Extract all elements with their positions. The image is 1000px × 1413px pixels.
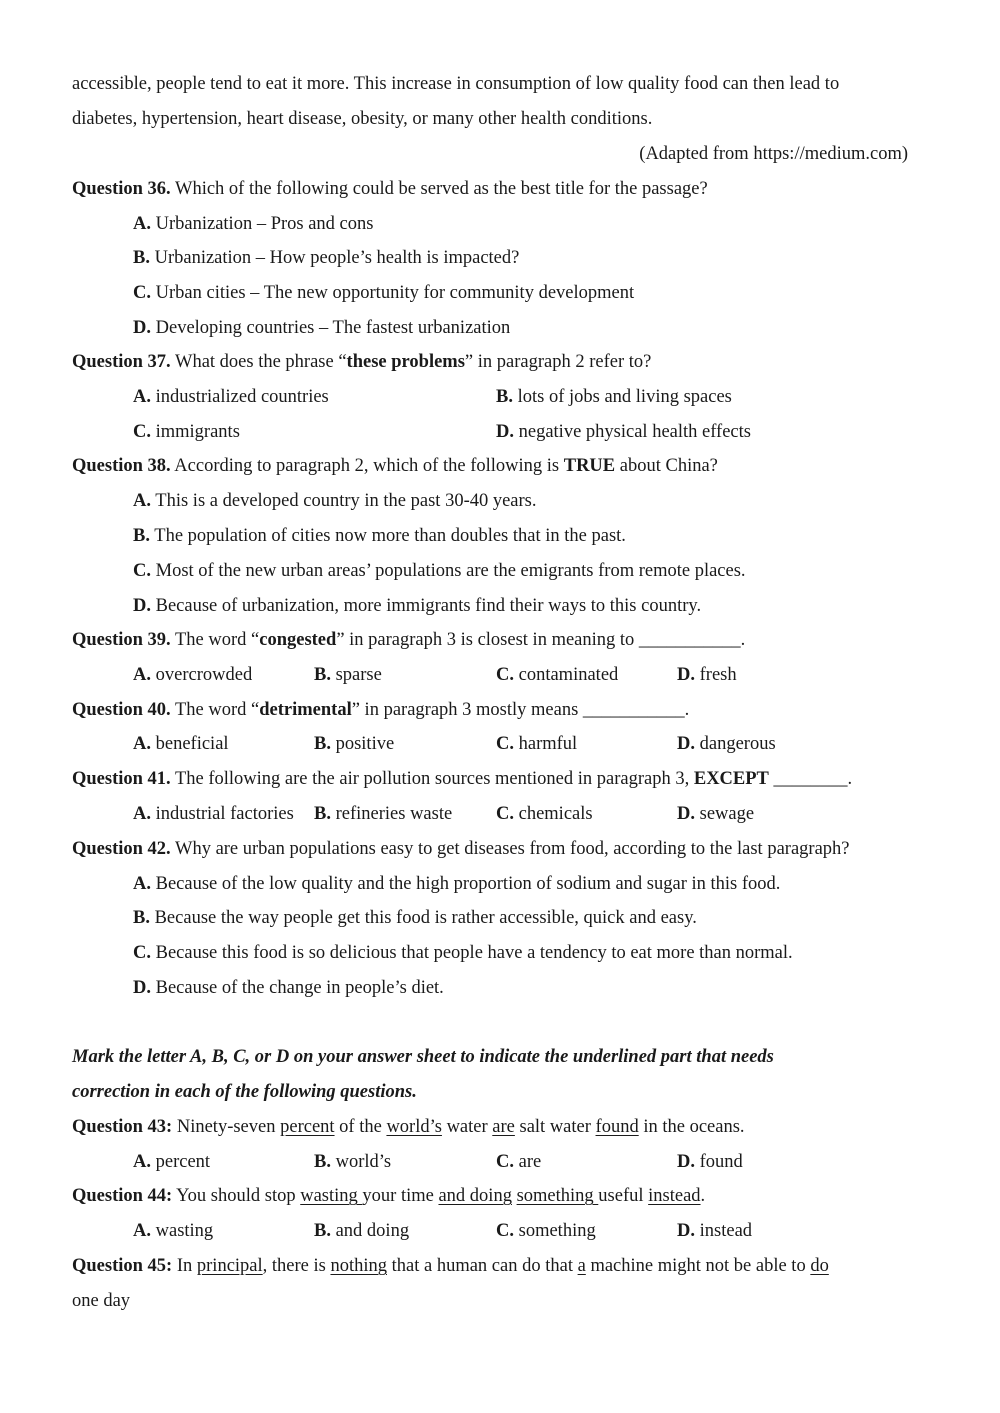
underlined-part: percent	[280, 1117, 335, 1137]
underlined-part: something	[516, 1186, 599, 1206]
underlined-part: instead	[648, 1186, 701, 1206]
q41-option-b[interactable]: B. refineries waste	[314, 804, 453, 824]
q43-option-a[interactable]: A. percent	[133, 1152, 211, 1172]
q37-option-a[interactable]: A. industrialized countries	[133, 387, 329, 407]
q43-option-b[interactable]: B. world’s	[314, 1152, 392, 1172]
q42-option-a[interactable]: A. Because of the low quality and the high proportion of sodium and sugar in this food.	[133, 874, 781, 894]
passage-source: (Adapted from https://medium.com)	[639, 144, 908, 164]
q38-option-c[interactable]: C. Most of the new urban areas’ populations are the emigrants from remote places.	[133, 561, 746, 581]
q37-option-d[interactable]: D. negative physical health effects	[496, 422, 751, 442]
q36-option-a[interactable]: A. Urbanization – Pros and cons	[133, 214, 374, 234]
q39-option-c[interactable]: C. contaminated	[496, 665, 619, 685]
q42-option-b[interactable]: B. Because the way people get this food is rather accessible, quick and easy.	[133, 908, 697, 928]
question-42-stem: Question 42. Why are urban populations easy to get diseases from food, according to the last paragraph?	[72, 839, 850, 859]
question-38-stem: Question 38. According to paragraph 2, which of the following is TRUE about China?	[72, 456, 718, 476]
underlined-part: principal	[196, 1256, 263, 1276]
underlined-part: world’s	[386, 1117, 442, 1137]
question-36-stem: Question 36. Which of the following could be served as the best title for the passage?	[72, 179, 708, 199]
underlined-part: and doing	[438, 1186, 512, 1206]
q41-option-d[interactable]: D. sewage	[677, 804, 755, 824]
q42-option-d[interactable]: D. Because of the change in people’s diet.	[133, 978, 444, 998]
q38-option-b[interactable]: B. The population of cities now more than doubles that in the past.	[133, 526, 626, 546]
q41-option-a[interactable]: A. industrial factories	[133, 804, 294, 824]
q44-option-b[interactable]: B. and doing	[314, 1221, 410, 1241]
instruction-line-1: Mark the letter A, B, C, or D on your answer sheet to indicate the underlined part that needs	[72, 1047, 774, 1067]
q36-option-b[interactable]: B. Urbanization – How people’s health is impacted?	[133, 248, 520, 268]
question-44-stem: Question 44: You should stop wasting your time and doing something useful instead.	[72, 1186, 706, 1206]
q36-option-c[interactable]: C. Urban cities – The new opportunity for community development	[133, 283, 635, 303]
instruction-line-2: correction in each of the following questions.	[72, 1082, 417, 1102]
q39-option-d[interactable]: D. fresh	[677, 665, 737, 685]
question-39-stem: Question 39. The word “congested” in paragraph 3 is closest in meaning to ___________.	[72, 630, 746, 650]
q39-option-a[interactable]: A. overcrowded	[133, 665, 253, 685]
q43-option-d[interactable]: D. found	[677, 1152, 743, 1172]
question-45-stem-cont: one day	[72, 1291, 131, 1311]
q40-option-c[interactable]: C. harmful	[496, 734, 578, 754]
passage-line-1: accessible, people tend to eat it more. This increase in consumption of low quality food can then lead to	[72, 74, 840, 94]
question-40-stem: Question 40. The word “detrimental” in paragraph 3 mostly means ___________.	[72, 700, 690, 720]
q36-option-d[interactable]: D. Developing countries – The fastest urbanization	[133, 318, 511, 338]
underlined-part: nothing	[330, 1256, 387, 1276]
q40-option-d[interactable]: D. dangerous	[677, 734, 776, 754]
q44-option-c[interactable]: C. something	[496, 1221, 596, 1241]
q44-option-d[interactable]: D. instead	[677, 1221, 753, 1241]
q40-option-a[interactable]: A. beneficial	[133, 734, 229, 754]
question-43-stem: Question 43: Ninety-seven percent of the world’s water are salt water found in the oceans.	[72, 1117, 745, 1137]
q38-option-a[interactable]: A. This is a developed country in the past 30-40 years.	[133, 491, 537, 511]
underlined-part: found	[595, 1117, 639, 1137]
passage-line-2: diabetes, hypertension, heart disease, obesity, or many other health conditions.	[72, 109, 653, 129]
underlined-part: a	[577, 1256, 586, 1276]
q38-option-d[interactable]: D. Because of urbanization, more immigrants find their ways to this country.	[133, 596, 702, 616]
q40-option-b[interactable]: B. positive	[314, 734, 395, 754]
q39-option-b[interactable]: B. sparse	[314, 665, 382, 685]
question-37-stem: Question 37. What does the phrase “these problems” in paragraph 2 refer to?	[72, 352, 652, 372]
q41-option-c[interactable]: C. chemicals	[496, 804, 593, 824]
q43-option-c[interactable]: C. are	[496, 1152, 542, 1172]
underlined-part: are	[492, 1117, 515, 1137]
q44-option-a[interactable]: A. wasting	[133, 1221, 214, 1241]
underlined-part: do	[810, 1256, 829, 1276]
q37-option-c[interactable]: C. immigrants	[133, 422, 240, 442]
q42-option-c[interactable]: C. Because this food is so delicious that people have a tendency to eat more than normal.	[133, 943, 793, 963]
question-45-stem: Question 45: In principal, there is nothing that a human can do that a machine might not be able to do	[72, 1256, 829, 1276]
question-41-stem: Question 41. The following are the air pollution sources mentioned in paragraph 3, EXCEPT ________.	[72, 769, 853, 789]
underlined-part: wasting	[300, 1186, 363, 1206]
q37-option-b[interactable]: B. lots of jobs and living spaces	[496, 387, 732, 407]
